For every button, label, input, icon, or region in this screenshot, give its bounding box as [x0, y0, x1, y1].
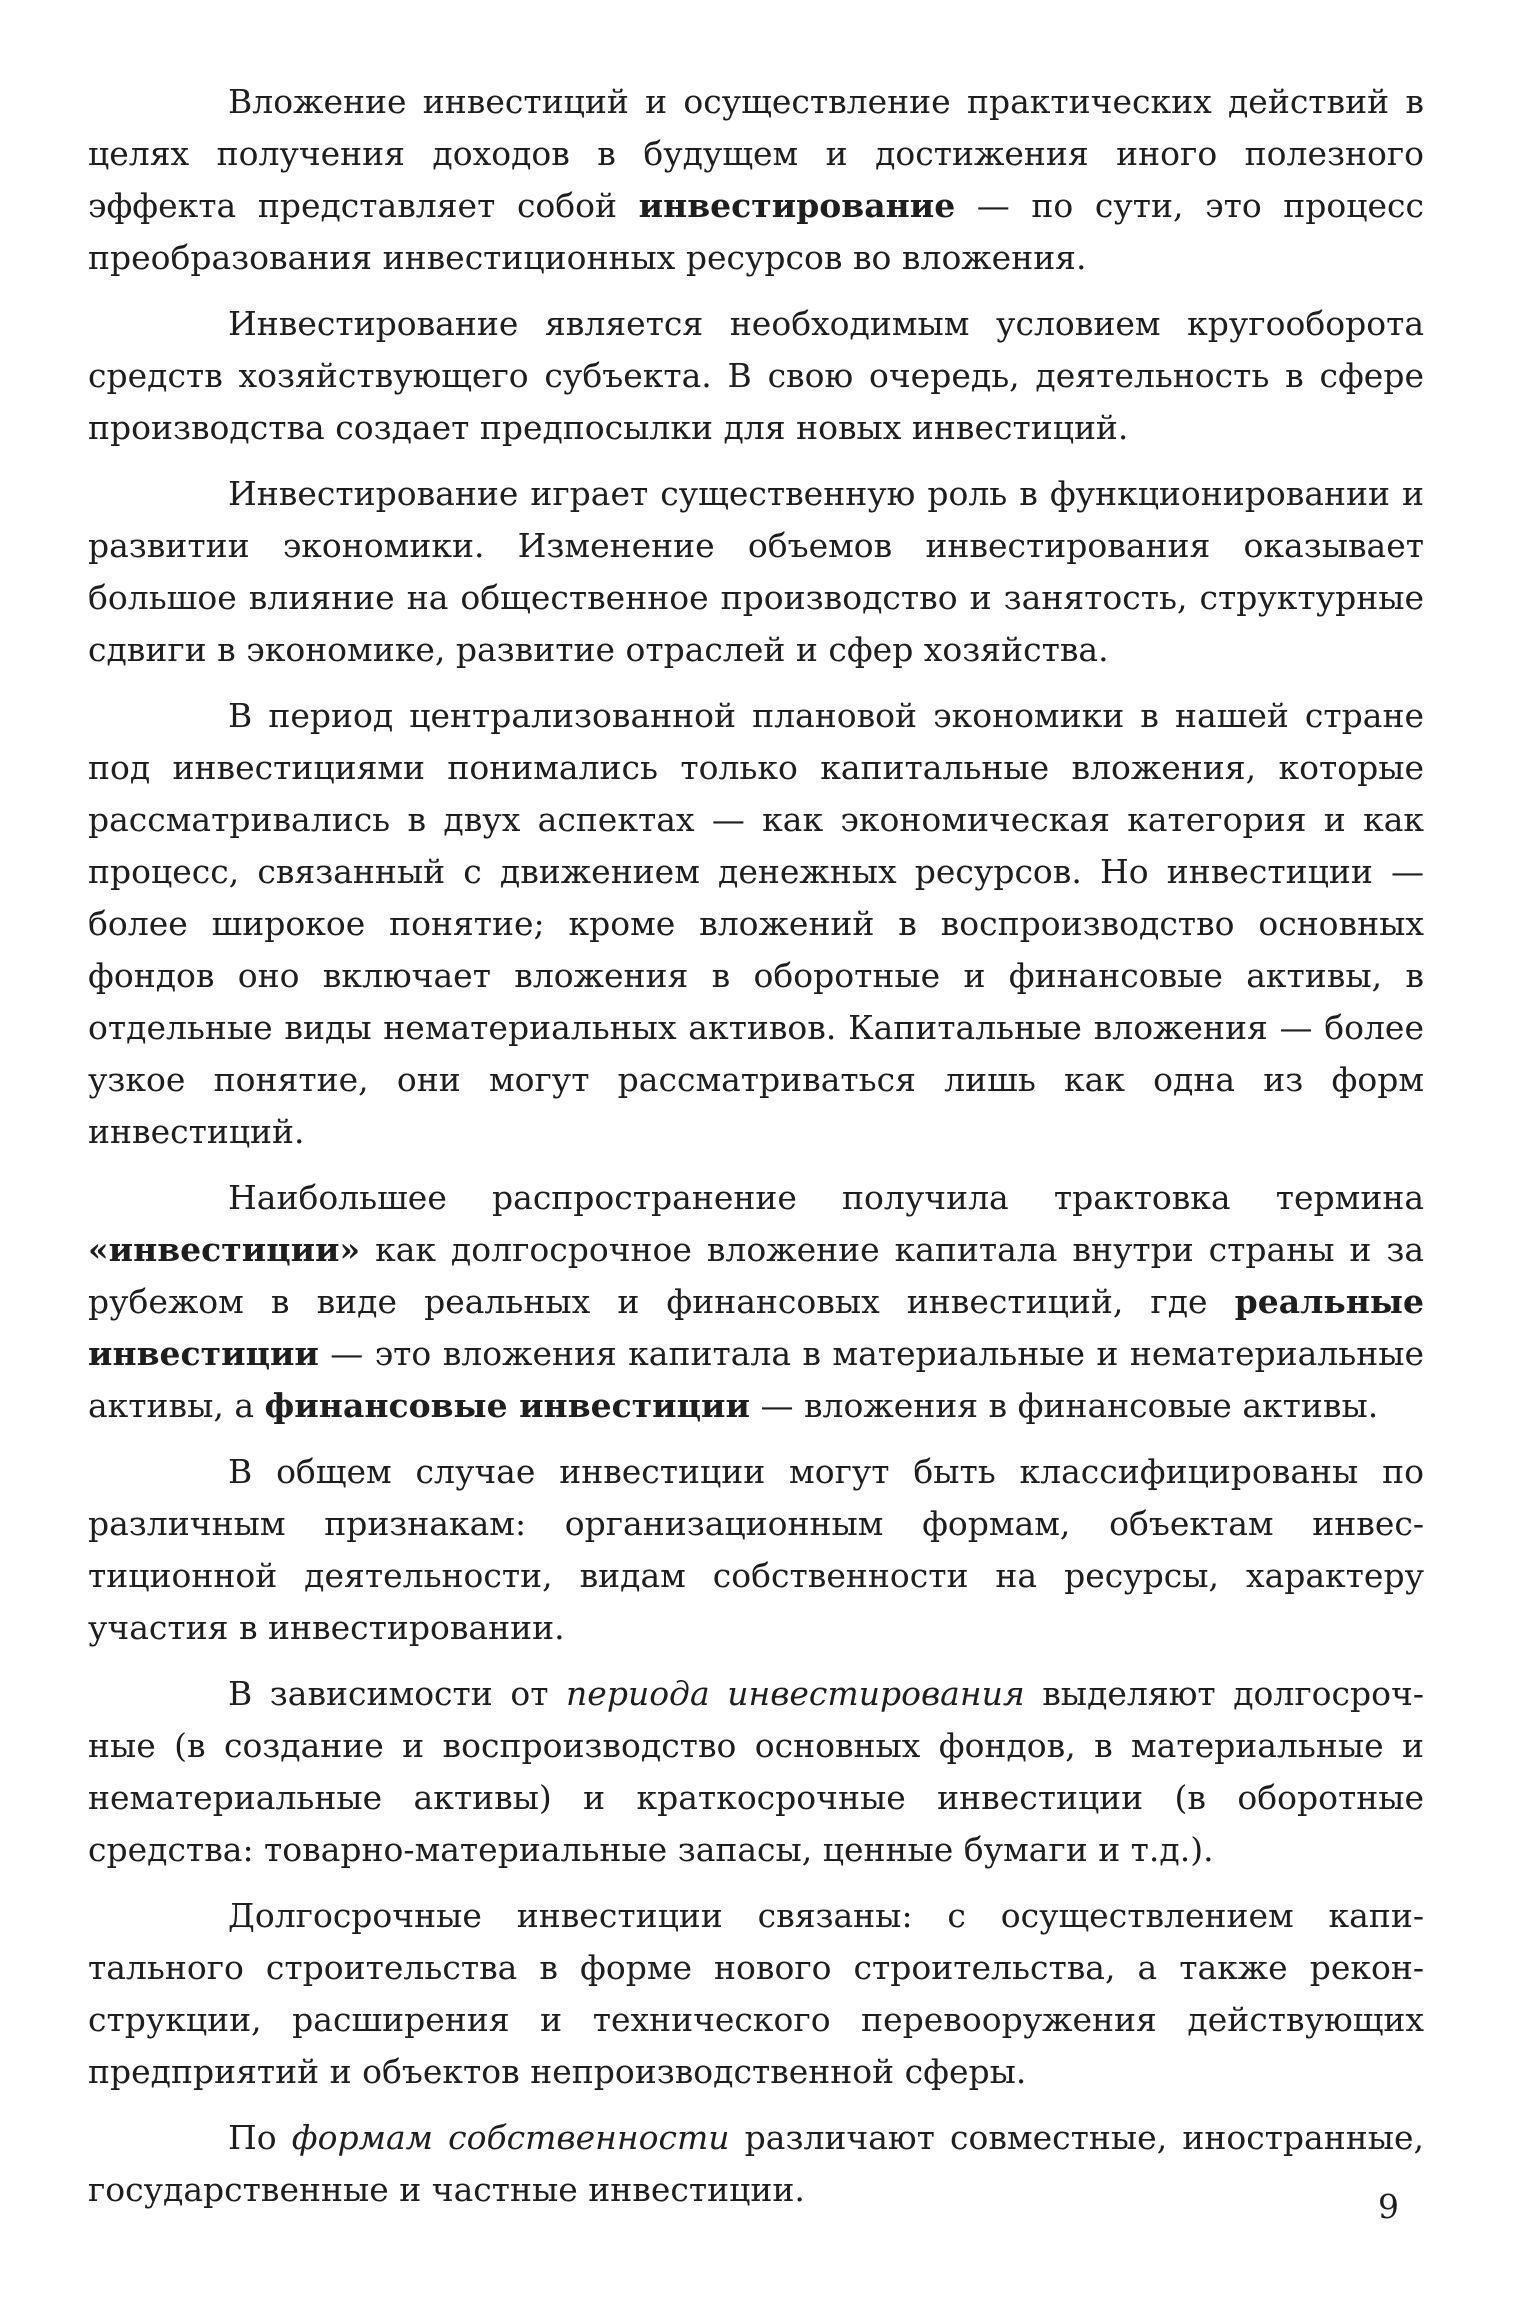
paragraph — [88, 468, 1424, 676]
document-page — [88, 76, 1424, 2216]
paragraph — [88, 1890, 1424, 2098]
bold-term: реальные инвестиции — [88, 1282, 1424, 1373]
italic-term: периода инвестирования — [566, 1674, 1025, 1713]
text-segment: выделяют долгосрочные (в создание и воспроизводство основных фондов, в материальные и нематериальные активы) и краткосрочные инвестиции (в оборотные средства: товарно-материальные запасы, ценные бумаги и т.д.). — [88, 1674, 1424, 1869]
page-number: 9 — [1378, 2187, 1399, 2226]
text-segment: Вложение инвестиций и осуществление практических действий в целях получения доходов в будущем и достижения иного полезного эффекта представляет собой — [88, 82, 1424, 225]
text-segment: В общем случае инвестиции могут быть классифицированы по различным признакам: организационным формам, объектам инвестиционной деятельности, видам собственности на ресурсы, характеру участия в инвестировании. — [88, 1452, 1424, 1647]
paragraph — [88, 1668, 1424, 1876]
main-text — [88, 76, 1424, 2216]
paragraph — [88, 2112, 1424, 2216]
text-segment: В период централизованной плановой экономики в нашей стране под инвестициями понимались только капитальные вложения, которые рассматривались в двух аспектах — как экономическая категория и как процесс, связанный с движением денежных ресурсов. Но инвестиции — более широкое понятие; кроме вложений в воспроизводство основных фондов оно включает вложения в оборотные и финансовые активы, в отдельные виды нематериальных активов. Капитальные вложения — более узкое понятие, они могут рассматриваться лишь как одна из форм инвестиций. — [88, 696, 1424, 1151]
bold-term: «инвестиции» — [88, 1230, 361, 1269]
text-segment: По — [228, 2118, 292, 2157]
paragraph — [88, 1446, 1424, 1654]
text-segment: Инвестирование играет существенную роль в функционировании и развитии экономики. Изменение объемов инвестирования оказывает большое влияние на общественное производство и занятость, структурные сдвиги в экономике, развитие отраслей и сфер хозяйства. — [88, 474, 1424, 669]
paragraph — [88, 298, 1424, 454]
text-segment: Инвестирование является необходимым условием кругооборота средств хозяйствующего субъекта. В свою очередь, деятельность в сфере производства создает предпосылки для новых инвестиций. — [88, 304, 1424, 447]
italic-term: формам собственности — [291, 2118, 730, 2157]
paragraph — [88, 1172, 1424, 1432]
text-segment: В зависимости от — [228, 1674, 567, 1713]
paragraph — [88, 690, 1424, 1158]
text-segment: Наибольшее распространение получила трактовка термина — [228, 1178, 1424, 1217]
text-segment: различают совместные, иностранные, государственные и частные инвестиции. — [88, 2118, 1425, 2209]
text-segment: Долгосрочные инвестиции связаны: с осуществлением капитального строительства в форме нового строительства, а также реконструкции, расширения и технического перевооружения действующих предприятий и объектов непроизводственной сферы. — [88, 1896, 1424, 2091]
text-segment: — это вложения капитала в материальные и нематериальные активы, а — [88, 1334, 1424, 1425]
text-segment: — по сути, это процесс преобразования инвестиционных ресурсов во вложения. — [88, 186, 1424, 277]
bold-term: инвестирование — [638, 186, 956, 225]
text-segment: как долгосрочное вложение капитала внутри страны и за рубежом в виде реальных и финансовых инвестиций, где — [88, 1230, 1424, 1321]
paragraph — [88, 76, 1424, 284]
bold-term: финансовые инвестиции — [264, 1386, 750, 1425]
text-segment: — вложения в финансовые активы. — [749, 1386, 1379, 1425]
